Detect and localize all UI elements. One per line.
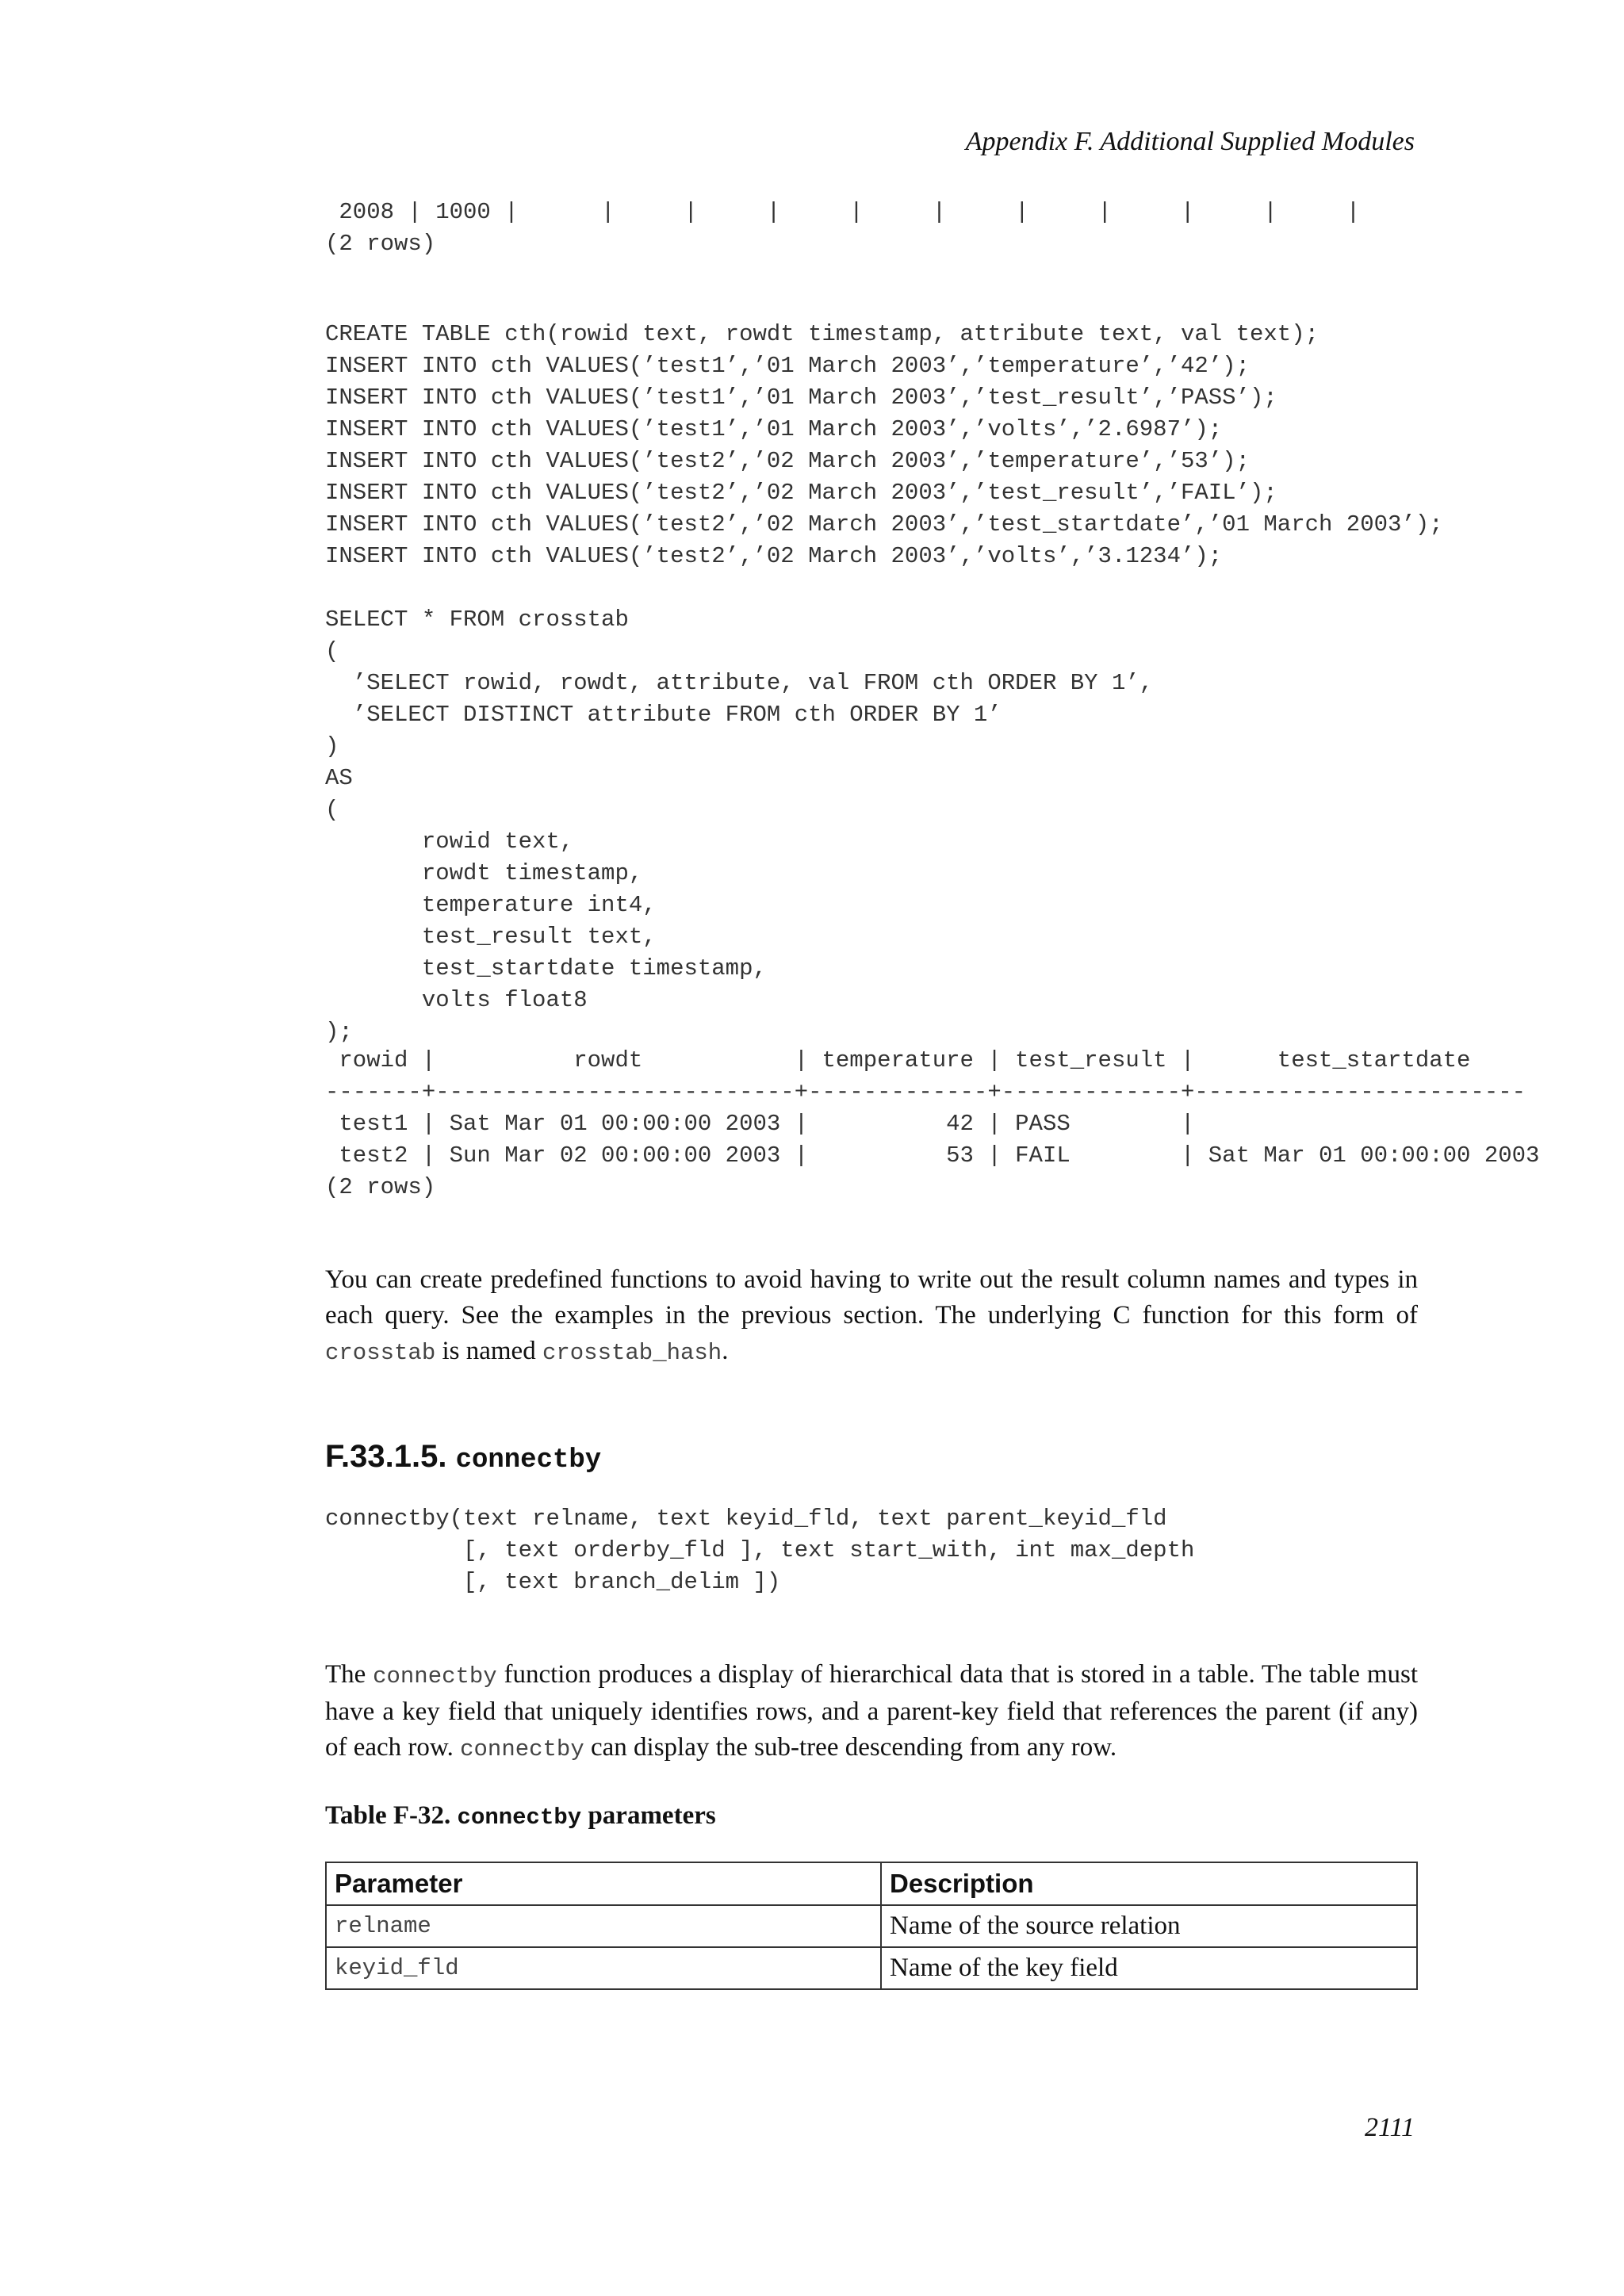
- paragraph-predefined-functions: [325, 1262, 1418, 1371]
- table-header-row: [326, 1862, 1417, 1905]
- paragraph-text: The: [325, 1660, 373, 1689]
- table-row: [326, 1905, 1417, 1947]
- code-block-function-signature: connectby(text relname, text keyid_fld, text parent_keyid_fld [, text orderby_fld ], text start_with, int max_depth [, text branch_delim ]): [325, 1506, 1195, 1595]
- parameter-cell: relname: [326, 1905, 881, 1947]
- inline-code: connectby: [373, 1663, 497, 1689]
- code-block-previous-output: 2008 | 1000 | | | | | | | | | | | (2 rows): [325, 199, 1361, 257]
- column-header-parameter: Parameter: [326, 1862, 881, 1905]
- code-block-query-result: rowid | rowdt | temperature | test_result | test_startdate -------+--------------------------+-------------+-------------+------------------------ test1 | Sat Mar 01 00:00:00 2003 | 42 | PASS | test2 | Sun Mar 02 00:00:00 2003 | 53 | FAIL | Sat Mar 01 00:00:00 2003 (2 rows): [325, 1047, 1540, 1200]
- parameters-table: [325, 1862, 1418, 1990]
- table-row: [326, 1947, 1417, 1989]
- column-header-description: Description: [881, 1862, 1417, 1905]
- table-caption: [325, 1801, 716, 1831]
- running-header: Appendix F. Additional Supplied Modules: [965, 127, 1415, 156]
- page-number: 2111: [1365, 2113, 1415, 2142]
- paragraph-text: .: [722, 1337, 729, 1365]
- inline-code: connectby: [460, 1736, 584, 1762]
- section-heading: [325, 1439, 601, 1475]
- table-caption-prefix: Table F-32.: [325, 1801, 458, 1830]
- section-name: connectby: [455, 1445, 602, 1475]
- description-cell: Name of the key field: [881, 1947, 1417, 1989]
- paragraph-text: You can create predefined functions to avoid having to write out the result column names and types in each query. See the examples in the previous section. The underlying C function for this form of: [325, 1265, 1418, 1330]
- paragraph-text: can display the sub-tree descending from any row.: [584, 1733, 1117, 1762]
- paragraph-text: is named: [435, 1337, 542, 1365]
- paragraph-text: function produces a display of hierarchical data that is stored in a table. The table must have a key field that uniquely identifies rows, and a parent-key field that references the parent (if any) of each row.: [325, 1660, 1418, 1762]
- inline-code: crosstab_hash: [542, 1340, 722, 1366]
- inline-code: crosstab: [325, 1340, 436, 1366]
- parameter-cell: keyid_fld: [326, 1947, 881, 1989]
- description-cell: Name of the source relation: [881, 1905, 1417, 1947]
- code-block-crosstab-example: CREATE TABLE cth(rowid text, rowdt timestamp, attribute text, val text); INSERT INTO cth VALUES(’test1’,’01 March 2003’,’temperature’,’42’); INSERT INTO cth VALUES(’test1’,’01 March 2003’,’test_result’,’PASS’); INSERT INTO cth VALUES(’test1’,’01 March 2003’,’volts’,’2.6987’); INSERT INTO cth VALUES(’test2’,’02 March 2003’,’temperature’,’53’); INSERT INTO cth VALUES(’test2’,’02 March 2003’,’test_result’,’FAIL’); INSERT INTO cth VALUES(’test2’,’02 March 2003’,’test_startdate’,’01 March 2003’); INSERT INTO cth VALUES(’test2’,’02 March 2003’,’volts’,’3.1234’); SELECT * FROM crosstab ( ’SELECT rowid, rowdt, attribute, val FROM cth ORDER BY 1’, ’SELECT DISTINCT attribute FROM cth ORDER BY 1’ ) AS ( rowid text, rowdt timestamp, temperature int4, test_result text, test_startdate timestamp, volts float8 );: [325, 321, 1443, 1045]
- table-caption-code: connectby: [457, 1804, 582, 1831]
- table-caption-suffix: parameters: [581, 1801, 716, 1830]
- paragraph-connectby-description: [325, 1657, 1418, 1767]
- section-number: F.33.1.5.: [325, 1439, 456, 1474]
